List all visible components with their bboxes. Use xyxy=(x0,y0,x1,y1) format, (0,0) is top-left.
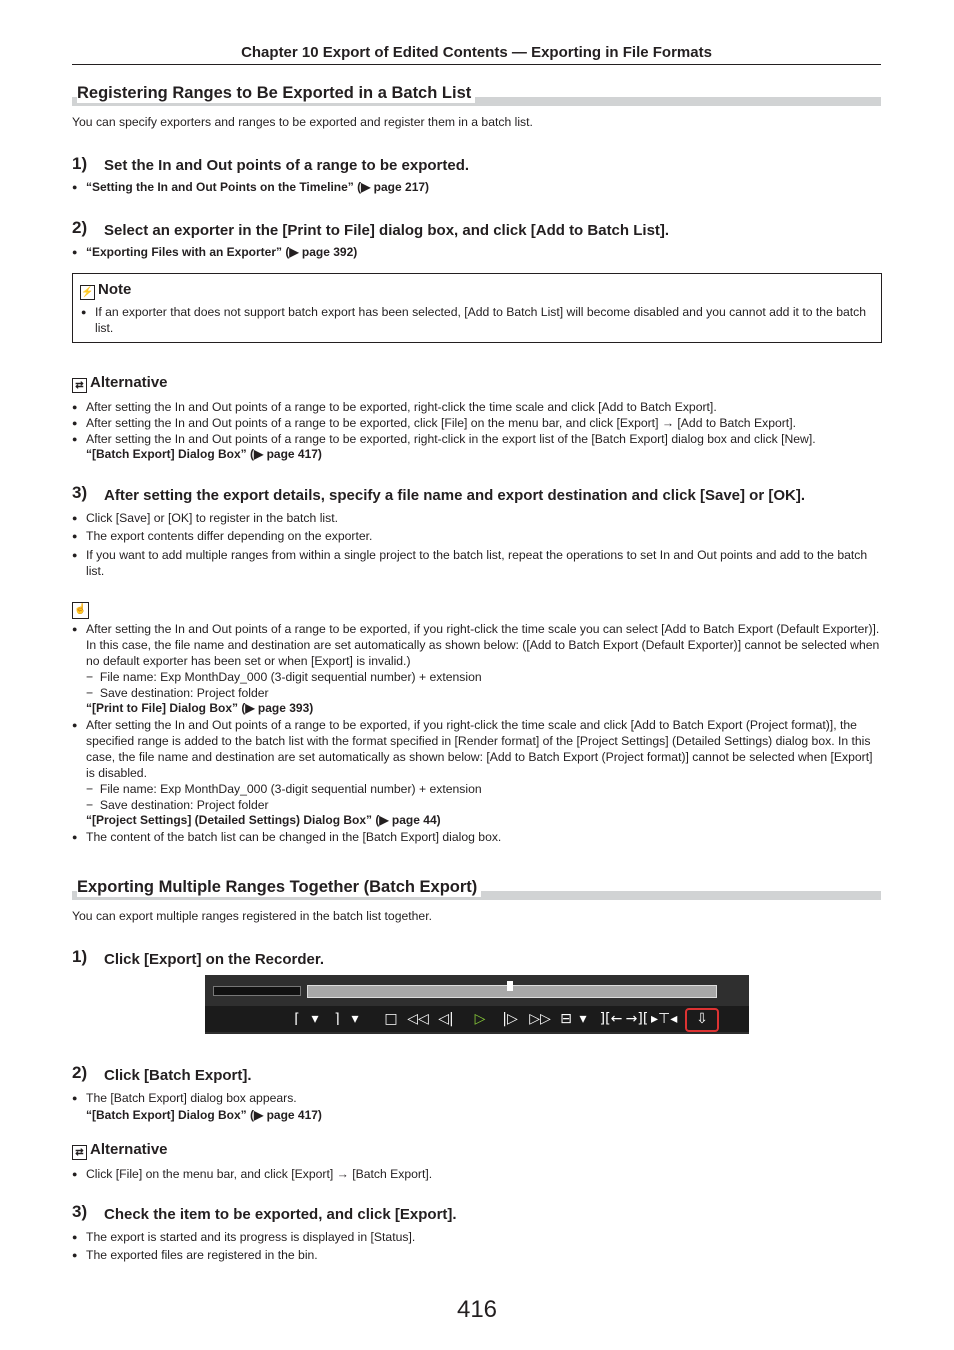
hint-hand-icon: ☝ xyxy=(72,602,89,619)
cross-reference-link[interactable]: “Setting the In and Out Points on the Timeline” (▶ page 217) xyxy=(86,180,430,194)
step-text: Click [Batch Export]. xyxy=(104,1067,252,1084)
list-item-text: After setting the In and Out points of a range to be exported, right-click the time scale and click [Add to Batch Export]. xyxy=(86,400,717,414)
list-item-text: After setting the In and Out points of a range to be exported, if you right-click the time scale and click [Add to Batch Export (Project format)], the specified range is added to the batch list with the format specified in [Render format] of the [Project Settings] (Detailed Settings) dialog box. In this case, the file name and destination are set automatically as shown below: [Add to Batch Export (Project format)] cannot be selected when [Export] is disabled. xyxy=(86,718,873,780)
list-item-text: After setting the In and Out points of a range to be exported, right-click in the export list of the [Batch Export] dialog box and click [New]. xyxy=(86,432,816,446)
dash-item-text: File name: Exp MonthDay_000 (3-digit sequential number) + extension xyxy=(99,782,482,796)
list-item: ● The content of the batch list can be changed in the [Batch Export] dialog box. xyxy=(72,829,881,845)
match-frame-out-button[interactable]: →][ xyxy=(625,1011,649,1027)
step-number: 1) xyxy=(72,947,88,966)
insert-button[interactable]: ▸⊤◂ xyxy=(651,1011,678,1027)
section-intro: You can specify exporters and ranges to be exported and register them in a batch list. xyxy=(72,115,533,129)
step-number: 2) xyxy=(72,1063,88,1082)
cross-reference-link[interactable]: “[Print to File] Dialog Box” (▶ page 393) xyxy=(86,701,314,715)
dash-item: − Save destination: Project folder xyxy=(86,798,269,812)
chapter-header: Chapter 10 Export of Edited Contents — Exporting in File Formats xyxy=(241,44,712,61)
dash-item: − File name: Exp MonthDay_000 (3-digit sequential number) + extension xyxy=(86,782,482,796)
list-item-text: The export contents differ depending on the exporter. xyxy=(86,529,373,543)
dash-item-text: Save destination: Project folder xyxy=(99,686,269,700)
shuttle-slider[interactable] xyxy=(213,986,301,996)
cross-reference-link[interactable]: “[Batch Export] Dialog Box” (▶ page 417) xyxy=(86,1108,322,1122)
dash-item: − Save destination: Project folder xyxy=(86,686,269,700)
section-title: Exporting Multiple Ranges Together (Batch Export) xyxy=(77,878,481,897)
page-number: 416 xyxy=(456,1296,498,1323)
play-button[interactable]: ▷ xyxy=(474,1011,486,1027)
step-forward-button[interactable]: |▷ xyxy=(502,1011,518,1027)
list-item-text: The export is started and its progress is displayed in [Status]. xyxy=(86,1230,416,1244)
tips-heading xyxy=(72,598,92,619)
list-item-text: The exported files are registered in the bin. xyxy=(86,1248,318,1262)
cross-reference-link[interactable]: “[Project Settings] (Detailed Settings) Dialog Box” (▶ page 44) xyxy=(86,813,441,827)
section-intro: You can export multiple ranges registered in the batch list together. xyxy=(72,909,432,923)
list-item: ● Click [Save] or [OK] to register in the batch list. xyxy=(72,510,881,526)
step-number: 1) xyxy=(72,154,88,173)
list-item-text: After setting the In and Out points of a range to be exported, if you right-click the time scale you can select [Add to Batch Export (Default Exporter)]. In this case, the file name and destination are set automatically as shown below: ([Add to Batch Export (Default Exporter)] cannot be selected when no default exporter has been set or when [Export] is invalid.) xyxy=(86,622,880,668)
header-rule xyxy=(72,64,881,65)
recorder-toolbar xyxy=(205,975,749,1034)
playhead-marker[interactable] xyxy=(507,981,513,991)
list-item-text: Click [File] on the menu bar, and click [Export] → [Batch Export]. xyxy=(86,1167,433,1181)
alternative-title: Alternative xyxy=(90,1141,168,1158)
step-text: After setting the export details, specify a file name and export destination and click [Save] or [OK]. xyxy=(104,487,805,504)
dash-item-text: Save destination: Project folder xyxy=(99,798,269,812)
list-item: ● The [Batch Export] dialog box appears. xyxy=(72,1090,881,1106)
list-item: ● After setting the In and Out points of a range to be exported, click [File] on the menu bar, and click [Export] → [Add to Batch Export]. xyxy=(72,415,881,431)
list-item-text: After setting the In and Out points of a range to be exported, click [File] on the menu bar, and click [Export] → [Add to Batch Export]. xyxy=(86,416,796,430)
set-in-menu-button[interactable]: ▾ xyxy=(311,1011,319,1027)
alternative-icon: ⇄ xyxy=(72,378,87,393)
loop-menu-button[interactable]: ▾ xyxy=(579,1011,587,1027)
list-item: ● Click [File] on the menu bar, and click [Export] → [Batch Export]. xyxy=(72,1166,881,1182)
step-number: 3) xyxy=(72,1202,88,1221)
list-item: ● After setting the In and Out points of a range to be exported, right-click the time scale and click [Add to Batch Export]. xyxy=(72,399,881,415)
rewind-button[interactable]: ◁◁ xyxy=(407,1011,429,1027)
cross-reference-link[interactable]: “Exporting Files with an Exporter” (▶ page 392) xyxy=(86,245,358,259)
step-text: Select an exporter in the [Print to File] dialog box, and click [Add to Batch List]. xyxy=(104,222,670,239)
stop-button[interactable]: □ xyxy=(384,1011,398,1027)
note-icon: ⚡ xyxy=(81,287,94,298)
list-item: ● After setting the In and Out points of a range to be exported, if you right-click the time scale and click [Add to Batch Export (Project format)], the specified range is added to the batch list with the format specified in [Render format] of the [Project Settings] (Detailed Settings) dialog box. In this case, the file name and destination are set automatically as shown below: [Add to Batch Export (Project format)] cannot be selected when [Export] is disabled. xyxy=(72,717,881,781)
step-number: 2) xyxy=(72,218,88,237)
note-title: Note xyxy=(98,281,132,298)
section-title: Registering Ranges to Be Exported in a Batch List xyxy=(77,84,475,103)
alternative-heading xyxy=(72,374,168,393)
alternative-icon: ⇄ xyxy=(72,1145,87,1160)
note-item: ● If an exporter that does not support batch export has been selected, [Add to Batch List] will become disabled and you cannot add it to the batch list. xyxy=(81,304,871,336)
list-item: ● If you want to add multiple ranges from within a single project to the batch list, repeat the operations to set In and Out points and add to the batch list. xyxy=(72,547,881,579)
step-text: Set the In and Out points of a range to be exported. xyxy=(104,157,470,174)
set-out-menu-button[interactable]: ▾ xyxy=(351,1011,359,1027)
step-text: Check the item to be exported, and click [Export]. xyxy=(104,1206,457,1223)
match-frame-in-button[interactable]: ][← xyxy=(599,1011,623,1027)
list-item: ● The exported files are registered in the bin. xyxy=(72,1247,881,1263)
list-item-text: If you want to add multiple ranges from within a single project to the batch list, repeat the operations to set In and Out points and add to the batch list. xyxy=(86,548,868,578)
list-item: ● “Exporting Files with an Exporter” (▶ page 392) xyxy=(72,244,881,260)
step-number: 3) xyxy=(72,483,88,502)
note-text: If an exporter that does not support batch export has been selected, [Add to Batch List] will become disabled and you cannot add it to the batch list. xyxy=(95,305,867,335)
loop-button[interactable]: ⊟ xyxy=(560,1011,572,1027)
step-text: Click [Export] on the Recorder. xyxy=(104,951,325,968)
recorder-button-row xyxy=(205,1006,749,1032)
list-item-text: Click [Save] or [OK] to register in the batch list. xyxy=(86,511,338,525)
list-item-text: The content of the batch list can be changed in the [Batch Export] dialog box. xyxy=(86,830,502,844)
list-item: ● The export contents differ depending on the exporter. xyxy=(72,528,881,544)
list-item-text: The [Batch Export] dialog box appears. xyxy=(86,1091,297,1105)
alternative-title: Alternative xyxy=(90,374,168,391)
cross-reference-link[interactable]: “[Batch Export] Dialog Box” (▶ page 417) xyxy=(86,447,322,461)
dash-item: − File name: Exp MonthDay_000 (3-digit sequential number) + extension xyxy=(86,670,482,684)
alternative-heading xyxy=(72,1141,168,1160)
list-item: ● After setting the In and Out points of a range to be exported, right-click in the export list of the [Batch Export] dialog box and click [New]. xyxy=(72,431,881,447)
set-out-button[interactable]: ⌉ xyxy=(334,1011,340,1027)
list-item: ● After setting the In and Out points of a range to be exported, if you right-click the time scale you can select [Add to Batch Export (Default Exporter)]. In this case, the file name and destination are set automatically as shown below: ([Add to Batch Export (Default Exporter)] cannot be selected when no default exporter has been set or when [Export] is invalid.) xyxy=(72,622,880,668)
export-button[interactable]: ⇩ xyxy=(685,1008,719,1032)
note-box xyxy=(72,273,882,343)
list-item: ● “Setting the In and Out Points on the Timeline” (▶ page 217) xyxy=(72,179,881,195)
list-item: ● The export is started and its progress is displayed in [Status]. xyxy=(72,1229,881,1245)
step-back-button[interactable]: ◁| xyxy=(438,1011,454,1027)
note-heading xyxy=(80,281,131,300)
set-in-button[interactable]: ⌈ xyxy=(294,1011,300,1027)
fast-forward-button[interactable]: ▷▷ xyxy=(529,1011,551,1027)
dash-item-text: File name: Exp MonthDay_000 (3-digit sequential number) + extension xyxy=(99,670,482,684)
